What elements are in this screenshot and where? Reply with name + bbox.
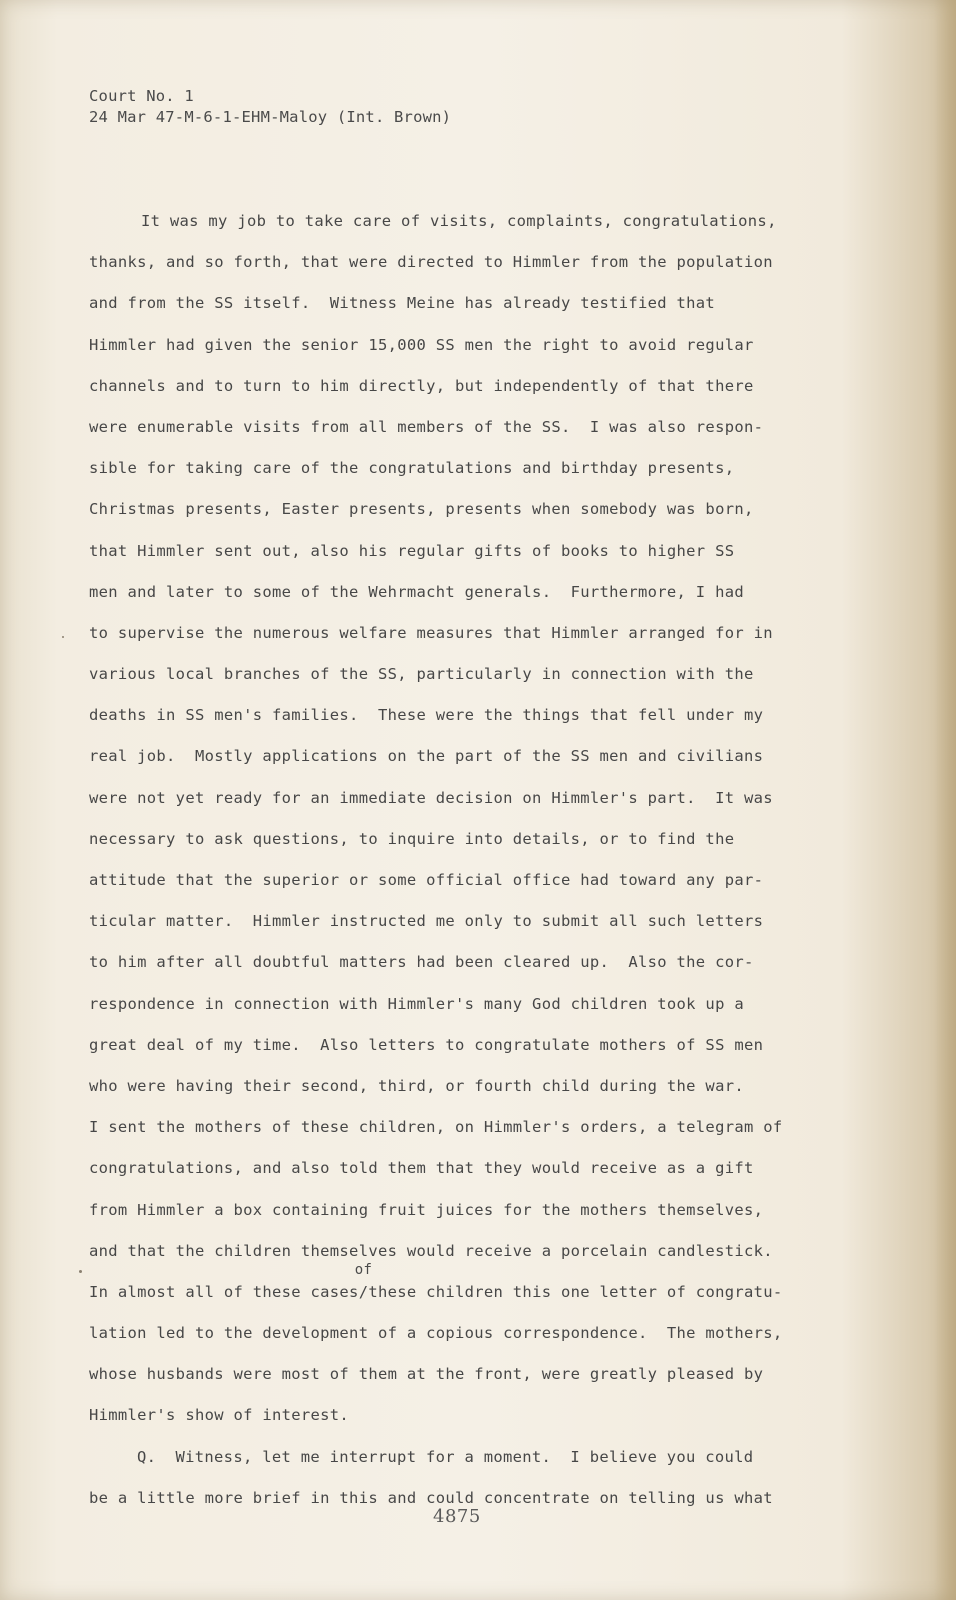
transcript-line: were not yet ready for an immediate decision on Himmler's part. It was (89, 788, 773, 807)
inserted-word: of (354, 1261, 373, 1278)
question-line: be a little more brief in this and could concentrate on telling us what (89, 1488, 773, 1507)
transcript-line: deaths in SS men's families. These were the things that fell under my (89, 706, 764, 725)
transcript-line: to him after all doubtful matters had been cleared up. Also the cor- (89, 953, 754, 972)
paper-speck (62, 636, 64, 638)
transcript-line: real job. Mostly applications on the part of the SS men and civilians (89, 747, 764, 766)
page-edge-shadow (934, 0, 956, 1600)
transcript-line: necessary to ask questions, to inquire into details, or to find the (89, 829, 735, 848)
transcript-line: great deal of my time. Also letters to congratulate mothers of SS men (89, 1035, 764, 1054)
page-number: 4875 (433, 1506, 481, 1527)
transcript-line: various local branches of the SS, particularly in connection with the (89, 665, 754, 684)
paper-speck (79, 1270, 82, 1273)
transcript-line: thanks, and so forth, that were directed to Himmler from the population (89, 253, 773, 272)
transcript-line: sible for taking care of the congratulations and birthday presents, (89, 459, 735, 478)
transcript-line: attitude that the superior or some official office had toward any par- (89, 871, 764, 889)
transcript-line: Himmler's show of interest. (89, 1406, 350, 1425)
transcript-line: and that the children themselves would receive a porcelain candlestick. (89, 1241, 773, 1260)
transcript-line: Christmas presents, Easter presents, presents when somebody was born, (89, 500, 754, 519)
transcript-line: congratulations, and also told them that they would receive as a gift (89, 1159, 754, 1178)
transcript-line: Himmler had given the senior 15,000 SS men the right to avoid regular (89, 335, 754, 354)
transcript-line: whose husbands were most of them at the front, were greatly pleased by (89, 1365, 764, 1384)
transcript-line: It was my job to take care of visits, complaints, congratulations, (141, 212, 777, 230)
transcript-line: respondence in connection with Himmler's many God children took up a (89, 994, 744, 1013)
transcript-line: to supervise the numerous welfare measures that Himmler arranged for in (89, 623, 773, 642)
transcript-body (89, 210, 829, 1528)
insertion-marked-text: cases/these (310, 1282, 417, 1301)
court-label: Court No. 1 (89, 87, 194, 105)
transcript-line-with-insertion (89, 1261, 829, 1322)
transcript-line: were enumerable visits from all members of the SS. I was also respon- (89, 417, 764, 436)
transcript-line: men and later to some of the Wehrmacht generals. Furthermore, I had (89, 582, 744, 601)
transcript-line: lation led to the development of a copious correspondence. The mothers, (89, 1324, 783, 1343)
transcript-reference: 24 Mar 47-M-6-1-EHM-Maloy (Int. Brown) (89, 108, 452, 126)
transcript-line: from Himmler a box containing fruit juices for the mothers themselves, (89, 1200, 764, 1219)
transcript-line: that Himmler sent out, also his regular gifts of books to higher SS (89, 541, 735, 560)
handwritten-insertion (310, 1261, 417, 1303)
insertion-text-after: children this one letter of congratu- (416, 1282, 783, 1301)
transcript-line: who were having their second, third, or fourth child during the war. (89, 1076, 744, 1095)
transcript-line: ticular matter. Himmler instructed me only to submit all such letters (89, 912, 764, 931)
transcript-line: I sent the mothers of these children, on Himmler's orders, a telegram of (89, 1118, 783, 1137)
transcript-line: and from the SS itself. Witness Meine has already testified that (89, 294, 716, 313)
insertion-text-before: In almost all of these (89, 1282, 311, 1301)
document-header (89, 86, 451, 128)
transcript-line: channels and to turn to him directly, but independently of that there (89, 376, 754, 395)
question-line: Q. Witness, let me interrupt for a moment. I believe you could (137, 1447, 754, 1466)
